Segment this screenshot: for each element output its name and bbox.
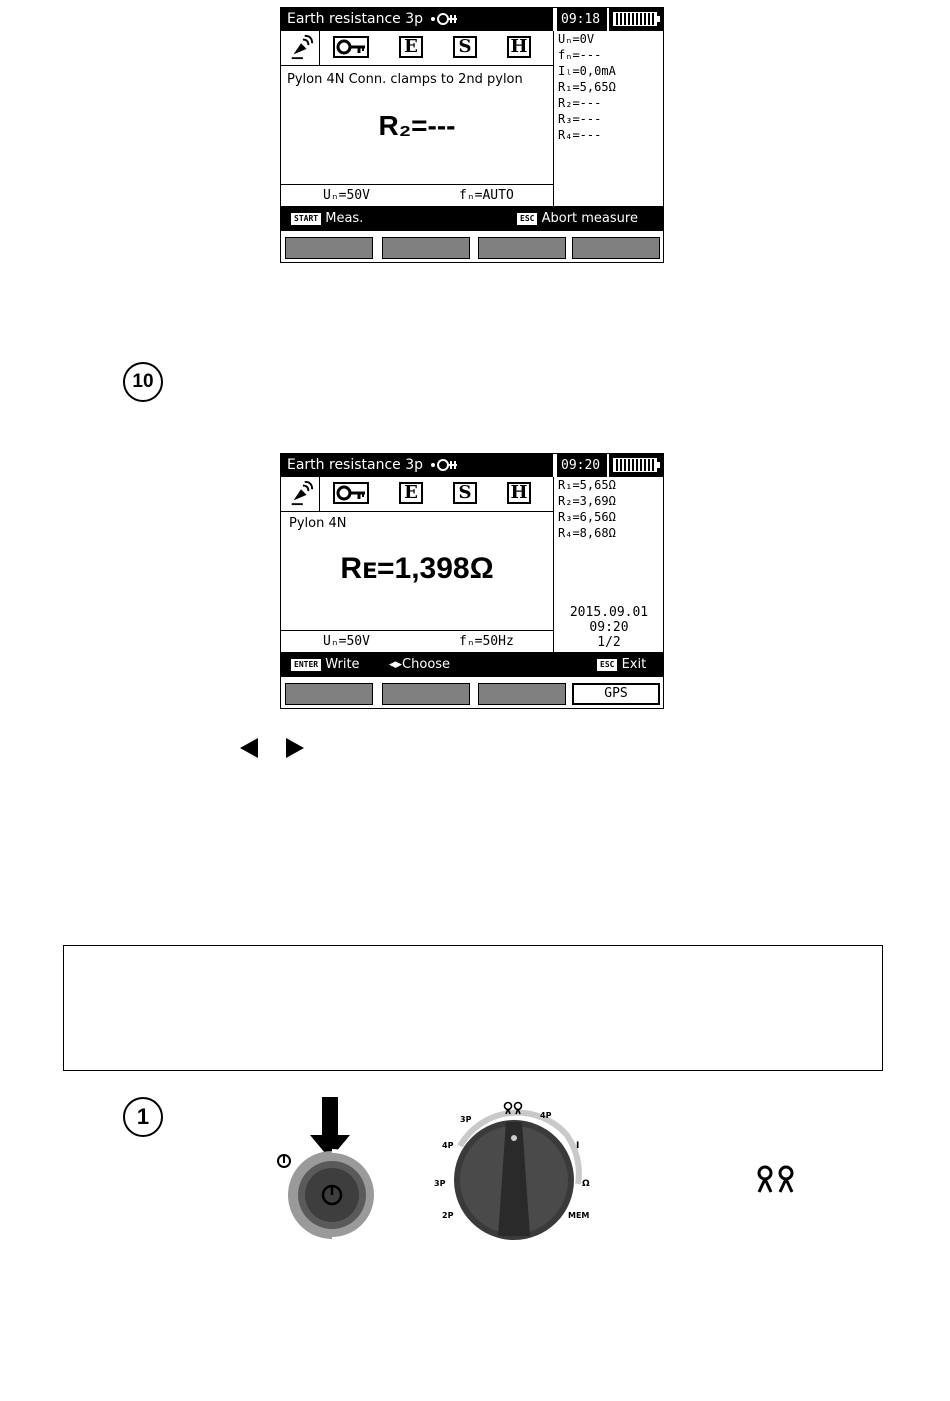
rotary-label-i: I xyxy=(576,1141,580,1151)
hint-bar xyxy=(281,206,663,231)
reading-row: R₄=--- xyxy=(558,128,602,142)
gps-softkey[interactable]: GPS xyxy=(572,683,660,705)
arrow-left-icon xyxy=(238,737,260,759)
hint-choose: ◂▸Choose xyxy=(389,657,451,672)
screen-title-bar xyxy=(281,454,553,477)
softkey-1[interactable] xyxy=(285,237,373,259)
power-button-illustration xyxy=(270,1093,390,1243)
hint-exit: Exit xyxy=(621,657,647,672)
param-un: Uₙ=50V xyxy=(323,634,370,649)
reading-row: Uₙ=0V xyxy=(558,32,595,46)
prompt-text: Pylon 4N Conn. clamps to 2nd pylon xyxy=(287,72,523,87)
clock: 09:20 xyxy=(555,454,607,477)
rotary-label-4p: 4P xyxy=(442,1141,454,1150)
param-un: Uₙ=50V xyxy=(323,188,370,203)
softkey-4[interactable] xyxy=(572,237,660,259)
battery-icon xyxy=(613,458,657,472)
gps-satellite-icon[interactable] xyxy=(287,480,315,506)
hint-abort: Abort measure xyxy=(541,211,638,226)
record-time: 09:20 xyxy=(589,620,629,635)
step-number-10: 10 xyxy=(123,362,163,402)
clamp-icon xyxy=(429,12,459,26)
params-bar xyxy=(281,184,553,207)
screen-title-bar xyxy=(281,8,553,31)
battery-icon xyxy=(613,12,657,26)
arrow-right-icon xyxy=(284,737,306,759)
softkeys xyxy=(281,234,663,262)
tab-s[interactable]: S xyxy=(453,482,477,504)
rotary-label-3p-clamp: 3P xyxy=(460,1115,472,1124)
page-indicator: 1/2 xyxy=(597,635,621,650)
reading-row: R₃=--- xyxy=(558,112,602,126)
step-number-1: 1 xyxy=(123,1097,163,1137)
hint-write: Write xyxy=(325,657,360,672)
enter-key-icon: ENTER xyxy=(291,659,321,671)
two-clamps-icon xyxy=(754,1165,798,1195)
tab-e[interactable]: E xyxy=(399,482,423,504)
reading-row: R₂=--- xyxy=(558,96,602,110)
rotary-label-mem: MEM xyxy=(568,1211,590,1220)
note-box xyxy=(63,945,883,1071)
tab-e[interactable]: E xyxy=(399,36,423,58)
softkey-2[interactable] xyxy=(382,683,470,705)
softkey-3[interactable] xyxy=(478,237,566,259)
battery-indicator xyxy=(607,454,663,477)
reading-row: Iₗ=0,0mA xyxy=(558,64,616,78)
prompt-text: Pylon 4N xyxy=(289,516,347,531)
screen-title: Earth resistance 3p xyxy=(287,457,424,473)
tab-h[interactable]: H xyxy=(507,36,531,58)
key-icon[interactable] xyxy=(333,36,369,58)
rotary-label-3p: 3P xyxy=(434,1179,446,1188)
reading-row: R₁=5,65Ω xyxy=(558,478,616,492)
rotary-switch-illustration xyxy=(420,1094,610,1244)
reading-row: R₁=5,65Ω xyxy=(558,80,616,94)
reading-row: R₃=6,56Ω xyxy=(558,510,616,524)
esc-key-icon: ESC xyxy=(517,213,537,225)
softkey-3[interactable] xyxy=(478,683,566,705)
rotary-label-2p: 2P xyxy=(442,1211,454,1220)
reading-row: R₄=8,68Ω xyxy=(558,526,616,540)
reading-row: R₂=3,69Ω xyxy=(558,494,616,508)
icon-row xyxy=(281,477,553,512)
softkey-2[interactable] xyxy=(382,237,470,259)
meter-screen-2 xyxy=(280,453,664,709)
param-fn: fₙ=50Hz xyxy=(459,634,514,649)
hint-bar xyxy=(281,652,663,677)
softkeys xyxy=(281,680,663,708)
softkey-1[interactable] xyxy=(285,683,373,705)
param-fn: fₙ=AUTO xyxy=(459,188,514,203)
screen-title: Earth resistance 3p xyxy=(287,11,424,27)
clock: 09:18 xyxy=(555,8,607,31)
record-date: 2015.09.01 xyxy=(569,605,649,620)
battery-indicator xyxy=(607,8,663,31)
reading-row: fₙ=--- xyxy=(558,48,602,62)
readings-panel xyxy=(553,31,663,206)
tab-h[interactable]: H xyxy=(507,482,531,504)
tab-s[interactable]: S xyxy=(453,36,477,58)
params-bar xyxy=(281,630,553,653)
gps-satellite-icon[interactable] xyxy=(287,34,315,60)
result-value: Rᴇ=1,398Ω xyxy=(340,552,494,585)
readings-panel xyxy=(553,477,663,652)
main-area xyxy=(281,512,553,630)
clamp-icon xyxy=(429,458,459,472)
key-icon[interactable] xyxy=(333,482,369,504)
result-value: R₂=--- xyxy=(378,110,456,141)
rotary-label-omega: Ω xyxy=(582,1179,590,1189)
meter-screen-1 xyxy=(280,7,664,263)
start-key-icon: START xyxy=(291,213,321,225)
hint-meas: Meas. xyxy=(325,211,364,226)
icon-row xyxy=(281,31,553,66)
main-area xyxy=(281,66,553,184)
rotary-label-4p-lightning: 4P xyxy=(540,1111,552,1120)
esc-key-icon: ESC xyxy=(597,659,617,671)
